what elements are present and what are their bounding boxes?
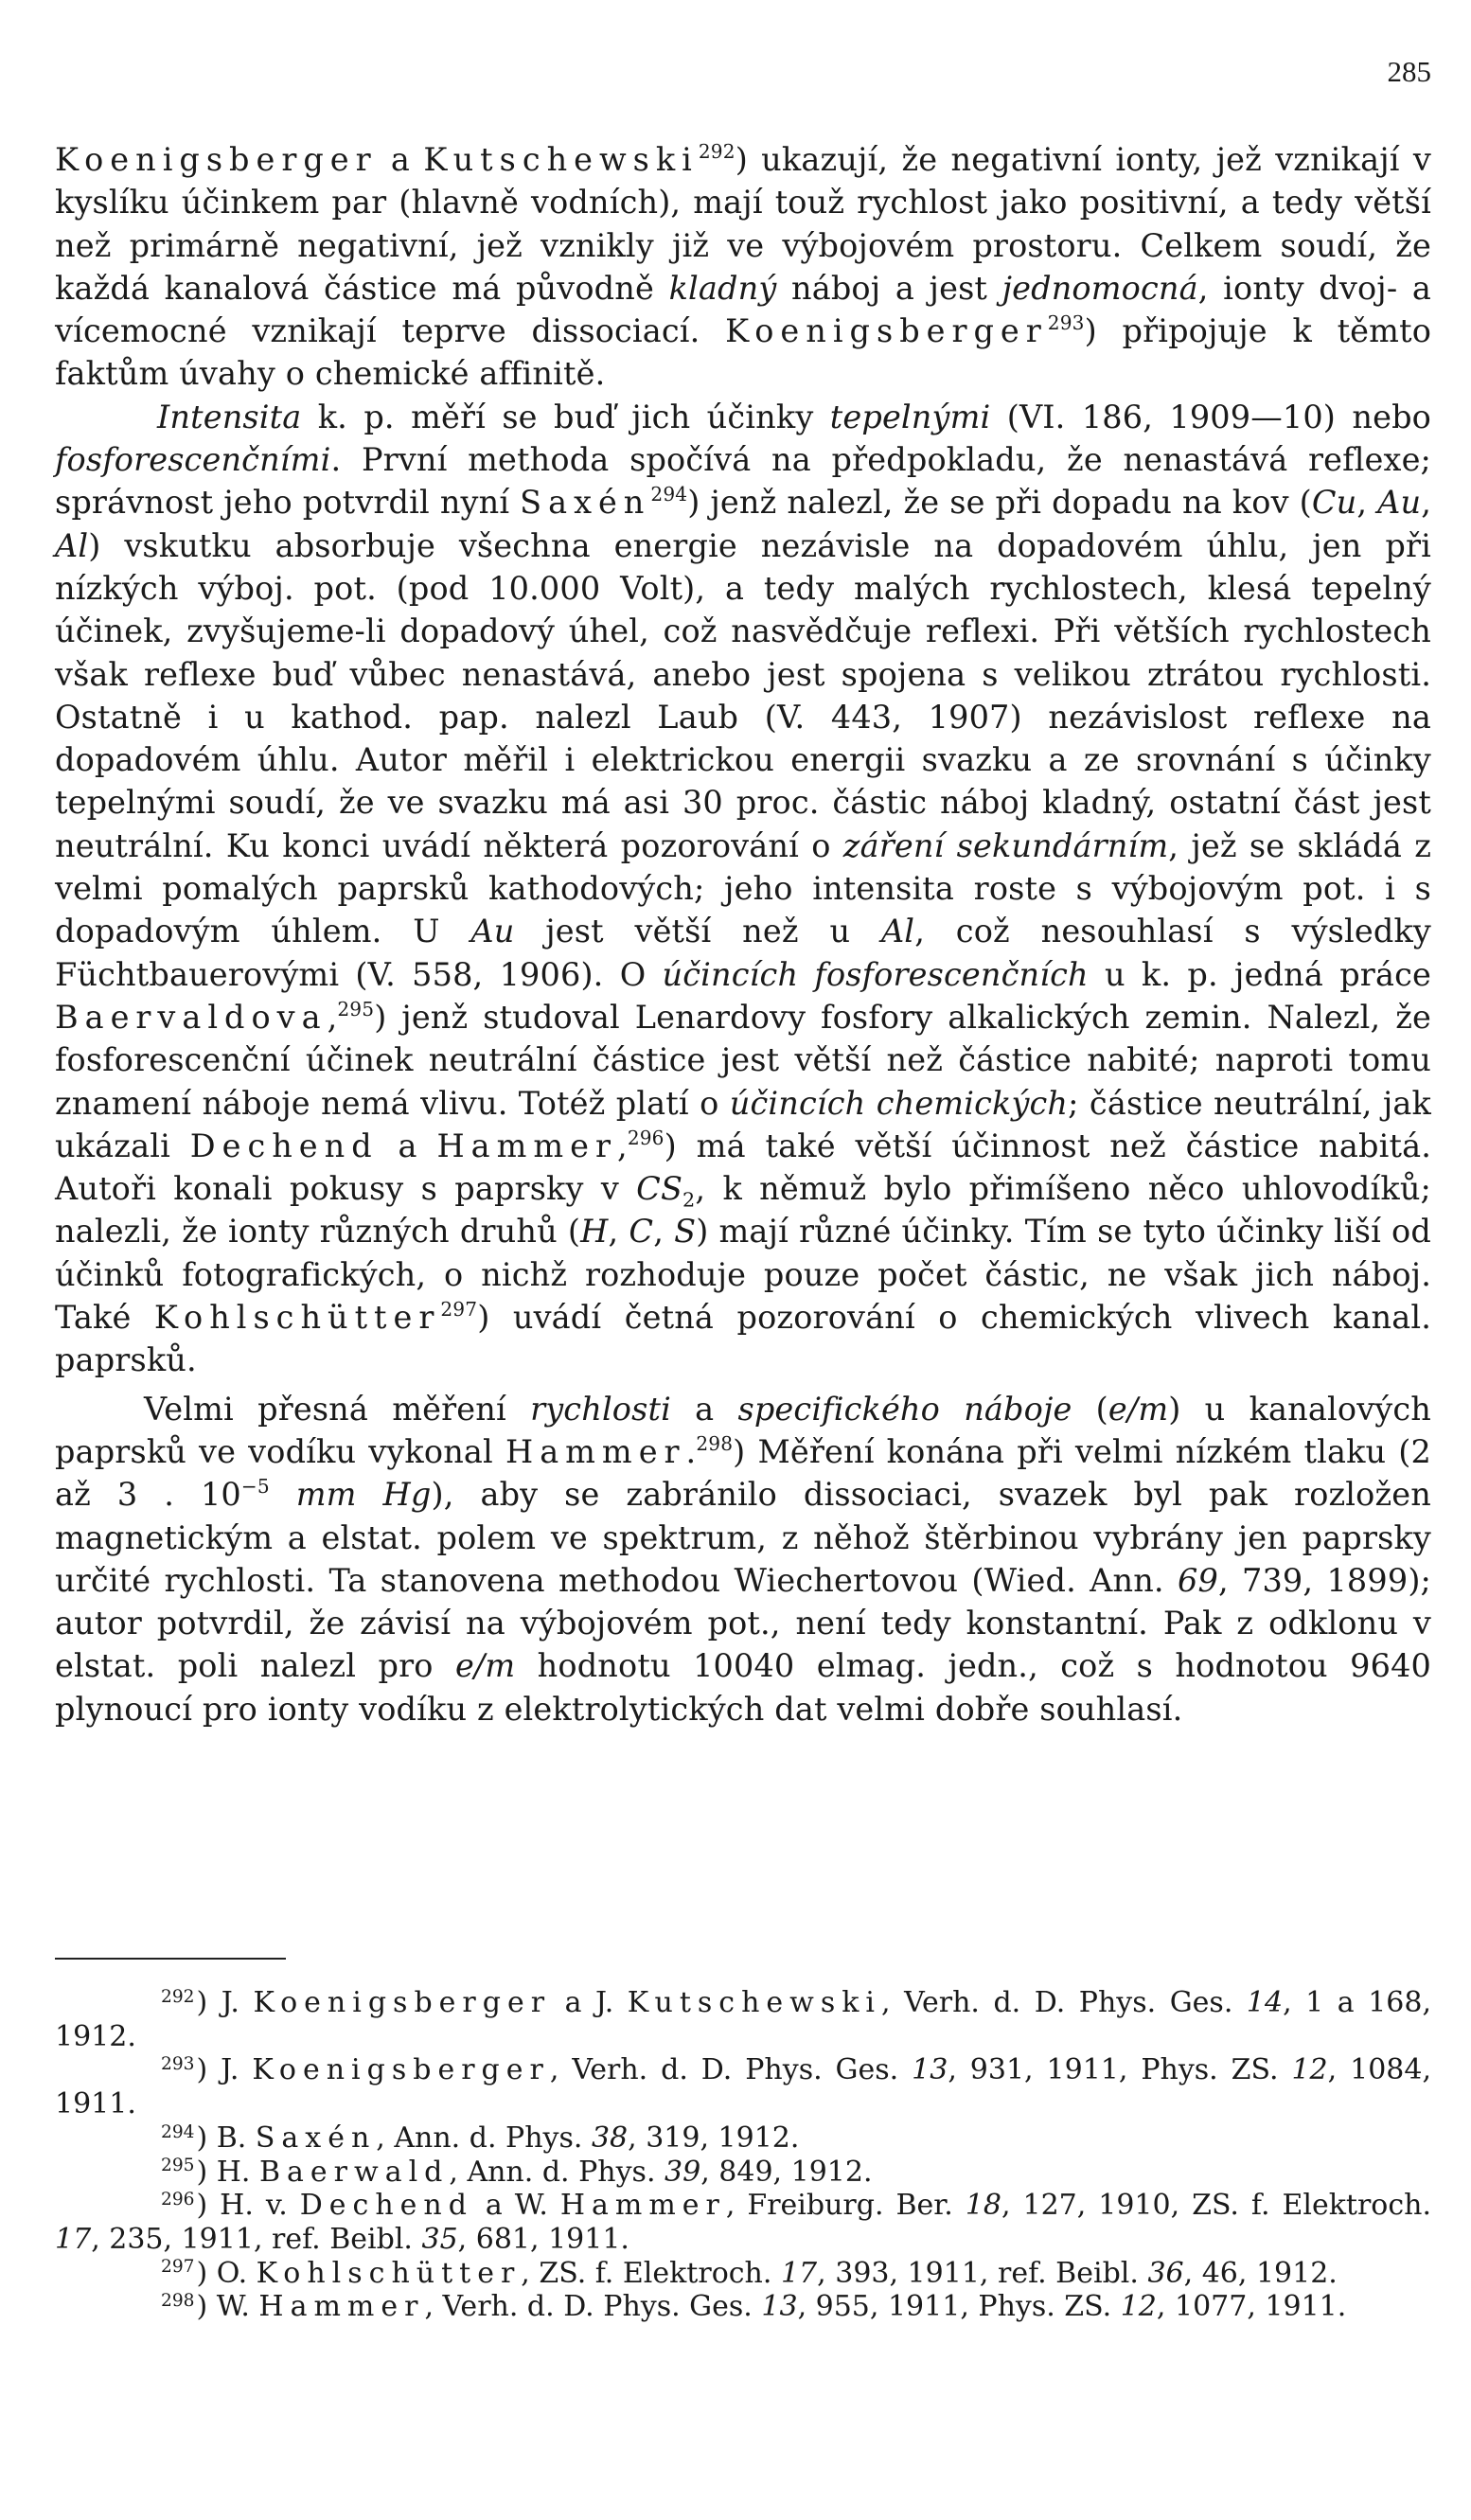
author-name: Kohlschütter (153, 1299, 441, 1337)
author-name: Koenigsberger (725, 312, 1048, 350)
footnote-293: $^{293}$) J. Koenigsberger, Verh. d. D. Phys. Ges. 13, 931, 1911, Phys. ZS. 12, 1084, 1911. (55, 2053, 1431, 2121)
footnote-divider (55, 1958, 286, 1960)
author-name: Koenigsberger (55, 141, 378, 178)
body-text (55, 138, 1431, 1730)
page-number: 285 (1387, 55, 1431, 88)
author-name: Hammer (505, 1432, 686, 1470)
footnote-ref: 294 (650, 483, 688, 506)
footnote-295: $^{295}$) H. Baerwald, Ann. d. Phys. 39, 849, 1912. (161, 2155, 873, 2189)
footnote-ref: 297 (440, 1297, 478, 1321)
footnote-294: $^{294}$) B. Saxén, Ann. d. Phys. 38, 319, 1912. (161, 2121, 800, 2155)
footnote-ref: 293 (1047, 311, 1085, 335)
footnote-292: $^{292}$) J. Koenigsberger a J. Kutschewski, Verh. d. D. Phys. Ges. 14, 1 a 168, 1912. (55, 1986, 1431, 2053)
footnote-297: $^{297}$) O. Kohlschütter, ZS. f. Elektroch. 17, 393, 1911, ref. Beibl. 36, 46, 1912. (161, 2256, 1338, 2290)
footnote-ref: 292 (698, 139, 736, 163)
author-name: Dechend (189, 1127, 379, 1164)
footnote-298: $^{298}$) W. Hammer, Verh. d. D. Phys. Ges. 13, 955, 1911, Phys. ZS. 12, 1077, 1911. (161, 2290, 1347, 2324)
footnote-296: $^{296}$) H. v. Dechend a W. Hammer, Freiburg. Ber. 18, 127, 1910, ZS. f. Elektroch. 17, 235, 1911, ref. Beibl. 35, 681, 1911. (55, 2189, 1432, 2256)
author-name: Kutschewski (423, 141, 699, 178)
author-name: Saxén (520, 484, 651, 522)
paragraph-2: Intensita k. p. měří se buď jich účinky tepelnými (VI. 186, 1909—10) nebo fosforescenčními. První methoda spočívá na předpokladu, že nenastává reflexe; správnost jeho potvrdil nyní Saxén$^{294}$) jenž nalezl, že se při dopadu na kov (Cu, Au, Al) vskutku absorbuje všechna energie nezávisle na dopadovém úhlu, jen při nízkých výboj. pot. (pod 10.000 Volt), a tedy malých rychlostech, klesá tepelný účinek, zvyšujeme-li dopadový úhel, což nasvědčuje reflexi. Při větších rychlostech však reflexe buď vůbec nenastává, anebo jest spojena s velikou ztrátou rychlosti. Ostatně i u kathod. pap. nalezl Laub (V. 443, 1907) nezávislost reflexe na dopadovém úhlu. Autor měřil i elektrickou energii svazku a ze srovnání s účinky tepelnými soudí, že ve svazku má asi 30 proc. částic náboj kladný, ostatní část jest neutrální. Ku konci uvádí některá pozorování o záření sekundárním, jež se skládá z velmi pomalých paprsků kathodových; jeho intensita roste s výbojovým pot. i s dopadovým úhlem. U Au jest větší než u Al, což nesouhlasí s výsledky Füchtbauerovými (V. 558, 1906). O účincích fosforescenčních u k. p. jedná práce Baervaldova,$^{295}$) jenž studoval Lenardovy fosfory alkalických zemin. Nalezl, že fosforescenční účinek neutrální částice jest větší než částice nabité; naproti tomu znamení náboje nemá vlivu. Totéž platí o účincích chemických; částice neutrální, jak ukázali Dechend a Hammer,$^{296}$) má také větší účinnost než částice nabitá. Autoři konali pokusy s paprsky v $CS_2$, k němuž bylo přimíšeno něco uhlovodíků; nalezli, že ionty různých druhů (H, C, S) mají různé účinky. Tím se tyto účinky liší od účinků fotografických, o nichž rozhoduje pouze počet částic, ne však jich náboj. Také Kohlschütter$^{297}$) uvádí četná pozorování o chemických vlivech kanal. paprsků. (55, 398, 1431, 1379)
footnote-ref: 295 (337, 997, 375, 1020)
footnote-ref: 296 (627, 1126, 665, 1149)
footnote-ref: 298 (696, 1431, 734, 1455)
footnotes (55, 1986, 1431, 2324)
paragraph-3: Velmi přesná měření rychlosti a specifického náboje (e/m) u kanalových paprsků ve vodíku vykonal Hammer.$^{298}$) Měření konána při velmi nízkém tlaku (2 až 3 . $10^{-5}$ mm Hg), aby se zabránilo dissociaci, svazek byl pak rozložen magnetickým a elstat. polem ve spektrum, z něhož štěrbinou vybrány jen paprsky určité rychlosti. Ta stanovena methodou Wiechertovou (Wied. Ann. 69, 739, 1899); autor potvrdil, že závisí na výbojovém pot., není tedy konstantní. Pak z odklonu v elstat. poli nalezl pro e/m hodnotu 10040 elmag. jedn., což s hodnotou 9640 plynoucí pro ionty vodíku z elektrolytických dat velmi dobře souhlasí. (55, 1390, 1431, 1728)
author-name: Baervaldova (55, 998, 328, 1036)
author-name: Hammer (436, 1127, 617, 1164)
paragraph-1: Koenigsberger a Kutschewski$^{292}$) ukazují, že negativní ionty, jež vznikají v kyslíku účinkem par (hlavně vodních), mají touž rychlost jako positivní, a tedy větší než primárně negativní, jež vznikly již ve výbojovém prostoru. Celkem soudí, že každá kanalová částice má původně kladný náboj a jest jednomocná, ionty dvoj- a vícemocné vznikají teprve dissociací. Koenigsberger$^{293}$) připojuje k těmto faktům úvahy o chemické affinitě. (55, 139, 1432, 393)
